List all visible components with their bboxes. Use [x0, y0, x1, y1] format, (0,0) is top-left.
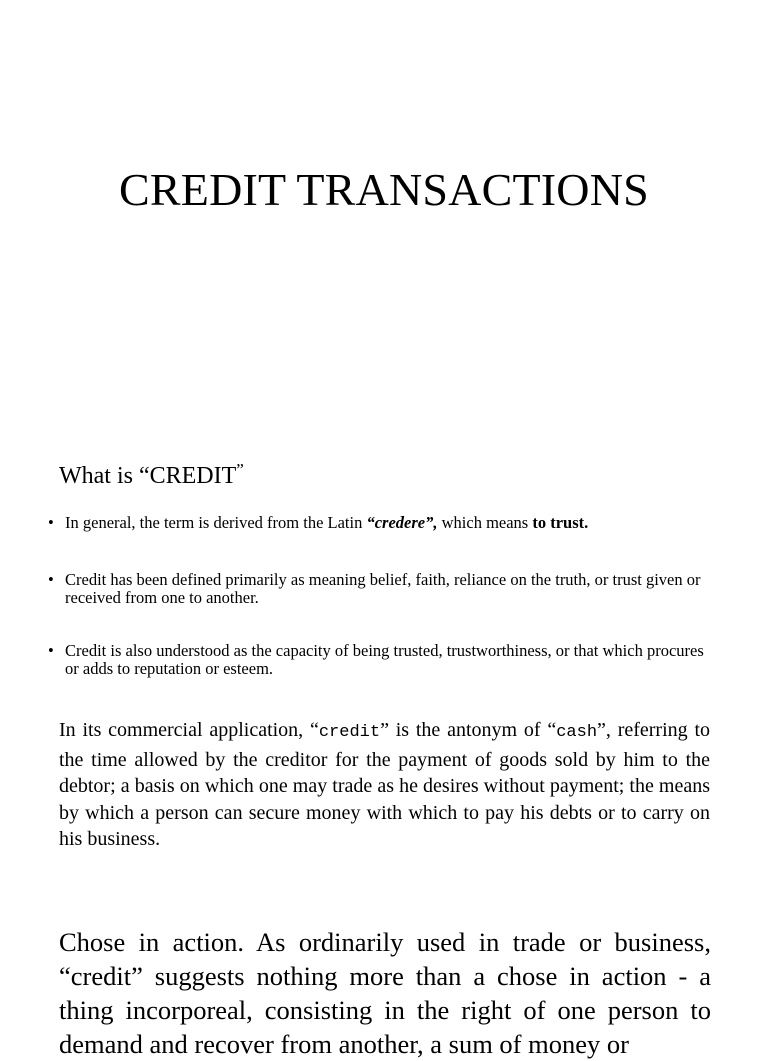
bullet-item-latin-origin [48, 514, 718, 532]
paragraph-text-b: ” is the antonym of “ [380, 719, 557, 741]
bullet-item-capacity-definition [48, 642, 718, 678]
section-heading-text: What is “CREDIT [59, 463, 237, 489]
section-heading-closing-quote: ” [236, 460, 244, 479]
bullet-item-belief-definition [48, 571, 718, 607]
bullet-marker: • [48, 570, 54, 589]
commercial-application-paragraph [59, 717, 710, 853]
word-cash: cash [556, 723, 598, 742]
latin-term: “credere”, [366, 513, 438, 532]
section-heading [59, 458, 244, 494]
paragraph-text-c: ”, referring to the time allowed by the creditor for the payment of goods sold by him to the debtor; a basis on which one may trade as he desires without payment; the means by which a person can secure money with which to pay his debts or to carry on his business. [59, 719, 710, 850]
bullet-marker: • [48, 513, 54, 532]
bullet-text: Credit has been defined primarily as meaning belief, faith, reliance on the truth, or trust given or received from one to another. [65, 570, 701, 607]
meaning-emphasis: to trust. [532, 513, 589, 532]
bullet-text: Credit is also understood as the capacity of being trusted, trustworthiness, or that which procures or adds to reputation or esteem. [65, 641, 704, 678]
document-title: CREDIT TRANSACTIONS [119, 164, 649, 215]
word-credit: credit [318, 723, 381, 742]
bullet-text-middle: which means [437, 513, 533, 532]
bullet-text [65, 514, 718, 532]
bullet-marker: • [48, 641, 54, 660]
paragraph-text-a: In its commercial application, “ [59, 719, 319, 741]
bullet-text-before: In general, the term is derived from the Latin [65, 513, 367, 532]
chose-in-action-paragraph: Chose in action. As ordinarily used in trade or business, “credit” suggests nothing more than a chose in action - a thing incorporeal, consisting in the right of one person to demand and recover from another, a sum of money or [59, 926, 711, 1059]
